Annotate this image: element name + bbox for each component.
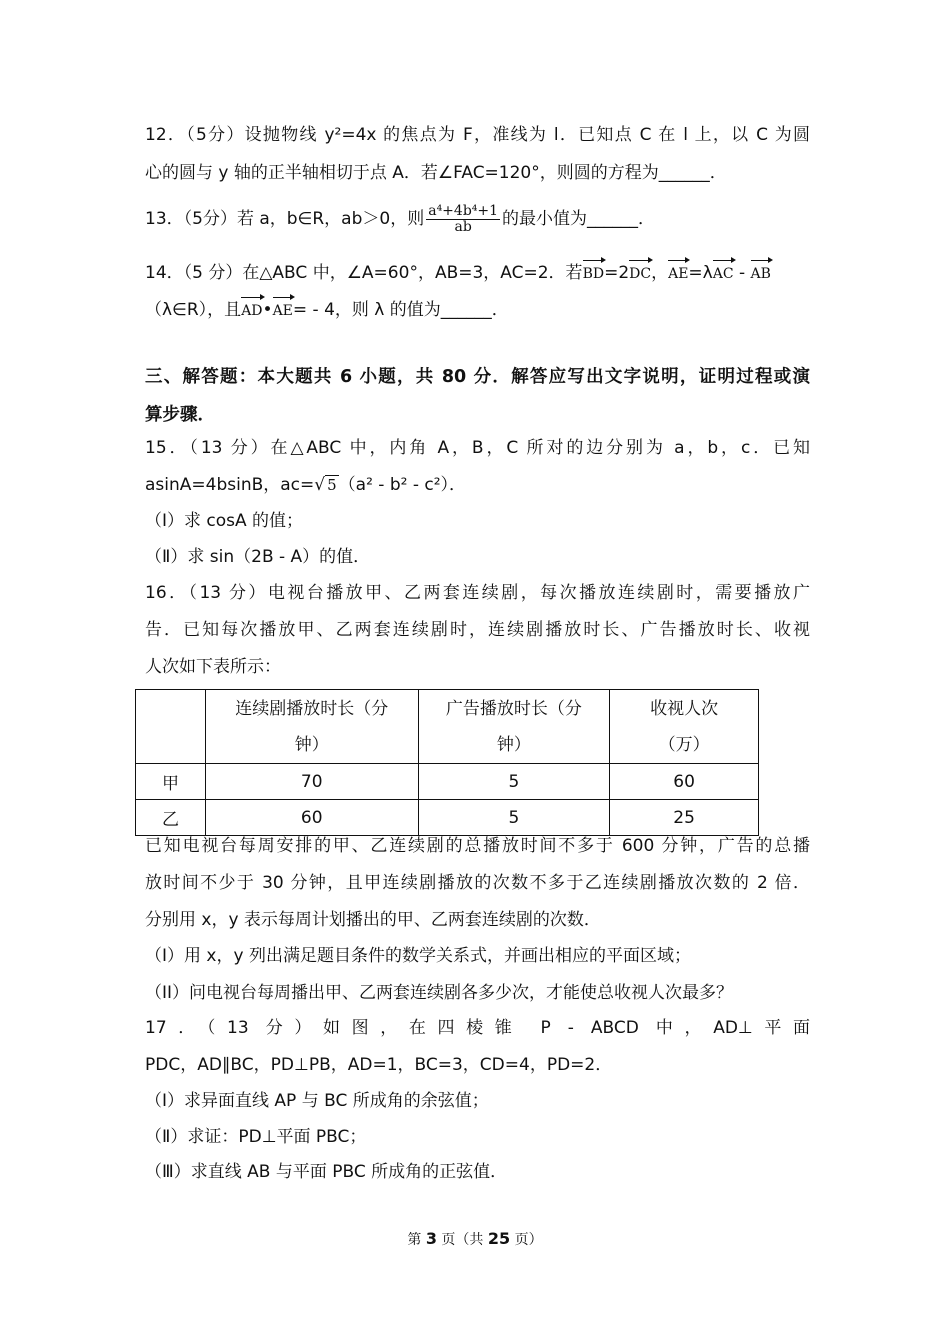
table-row [136,800,759,836]
q13-suffix: 的最小值为______． [502,209,656,229]
q16-line1: 16．（13 分）电视台播放甲、乙两套连续剧，每次播放连续剧时，需要播放广 [145,583,810,603]
table-cell: 5 [418,764,610,800]
page-footer [0,1229,950,1249]
footer-mid: 页（共 [436,1232,488,1248]
footer-pre: 第 [407,1232,426,1248]
q15-line1: 15．（13 分）在△ABC 中，内角 A，B，C 所对的边分别为 a，b，c．已知 [145,438,810,458]
table-cell: 70 [205,764,418,800]
vector-ac: AC [713,259,734,285]
q17-line2: PDC，AD∥BC，PD⊥PB，AD=1，BC=3，CD=4，PD=2． [145,1055,613,1075]
table-cell: 5 [418,800,610,836]
vector-ab: AB [751,259,771,285]
q12-line1: 12．（5分）设抛物线 y²=4x 的焦点为 F，准线为 l．已知点 C 在 l 上，以 C 为圆 [145,125,810,145]
q17-line1: 17．（13 分）如图，在四棱锥 P - ABCD 中，AD⊥平面 [145,1018,810,1038]
vector-ad: AD [241,296,262,322]
section-heading-line1: 三、解答题：本大题共 6 小题，共 80 分．解答应写出文字说明，证明过程或演 [145,367,810,387]
page-number: 3 [425,1229,437,1248]
q15-line2 [145,474,810,496]
vector-ae-2: AE [273,296,293,322]
table-cell: 60 [205,800,418,836]
q16-line2: 告．已知每次播放甲、乙两套连续剧时，连续剧播放时长、广告播放时长、收视 [145,620,810,640]
q16-after1: 已知电视台每周安排的甲、乙连续剧的总播放时间不多于 600 分钟，广告的总播 [145,836,810,856]
q17-part2: （Ⅱ）求证：PD⊥平面 PBC； [145,1127,367,1147]
q14-line2 [145,296,810,322]
q12-line2: 心的圆与 y 轴的正半轴相切于点 A．若∠FAC=120°，则圆的方程为______． [145,163,727,183]
sqrt-symbol: √ 5 [314,475,337,495]
q14-eq2: =λ [688,263,713,283]
table-cell: 60 [610,764,759,800]
vector-ae: AE [668,259,688,285]
q14-line2-b: = - 4，则 λ 的值为______． [292,300,509,320]
total-pages: 25 [487,1229,511,1248]
table-header-cell: 收视人次 （万） [610,690,759,764]
q16-after2: 放时间不少于 30 分钟，且甲连续剧播放的次数不多于乙连续剧播放次数的 2 倍． [145,873,810,893]
q13-frac-numerator: a⁴+4b⁴+1 [428,202,499,219]
q14-minus: - [733,263,751,283]
q13-fraction [426,204,500,235]
q14-line2-a: （λ∈R），且 [145,300,242,320]
q15-line2-b: （a² - b² - c²）． [338,475,467,495]
q14-eq1: =2 [604,263,630,283]
q17-part3: （Ⅲ）求直线 AB 与平面 PBC 所成角的正弦值． [145,1162,508,1182]
q15-part2: （Ⅱ）求 sin（2B - A）的值． [145,547,371,567]
q15-part1: （Ⅰ）求 cosA 的值； [145,511,304,531]
q16-part2: （II）问电视台每周播出甲、乙两套连续剧各多少次，才能使总收视人次最多？ [145,983,734,1003]
table-row [136,764,759,800]
q13-frac-denominator: ab [454,218,472,235]
table-header-cell: 广告播放时长（分 钟） [418,690,610,764]
table-header-row [136,690,759,764]
broadcast-table [135,689,759,836]
q14-part1: 14．（5 分）在△ABC 中，∠A=60°，AB=3，AC=2．若 [145,263,583,283]
vector-dc: DC [629,259,651,285]
q14-sep: ， [651,263,669,283]
sqrt-radicand: 5 [327,476,337,494]
q13-prefix: 13．（5分）若 a，b∈R，ab＞0，则 [145,209,425,229]
section-heading-line2: 算步骤． [145,405,215,425]
table-header-cell [136,690,206,764]
table-cell: 乙 [136,800,206,836]
q13 [145,202,810,236]
vector-bd: BD [583,259,605,285]
table-header-cell: 连续剧播放时长（分 钟） [205,690,418,764]
q16-after3: 分别用 x，y 表示每周计划播出的甲、乙两套连续剧的次数． [145,910,601,930]
q15-line2-a: asinA=4bsinB，ac= [145,475,315,495]
q14-line1 [145,259,810,285]
q16-line3: 人次如下表所示： [145,657,281,677]
q17-part1: （Ⅰ）求异面直线 AP 与 BC 所成角的余弦值； [145,1091,489,1111]
table-cell: 25 [610,800,759,836]
q16-part1: （I）用 x，y 列出满足题目条件的数学关系式，并画出相应的平面区域； [145,946,691,966]
footer-post: 页） [510,1232,543,1248]
table-cell: 甲 [136,764,206,800]
dot-product-symbol: • [262,300,273,320]
